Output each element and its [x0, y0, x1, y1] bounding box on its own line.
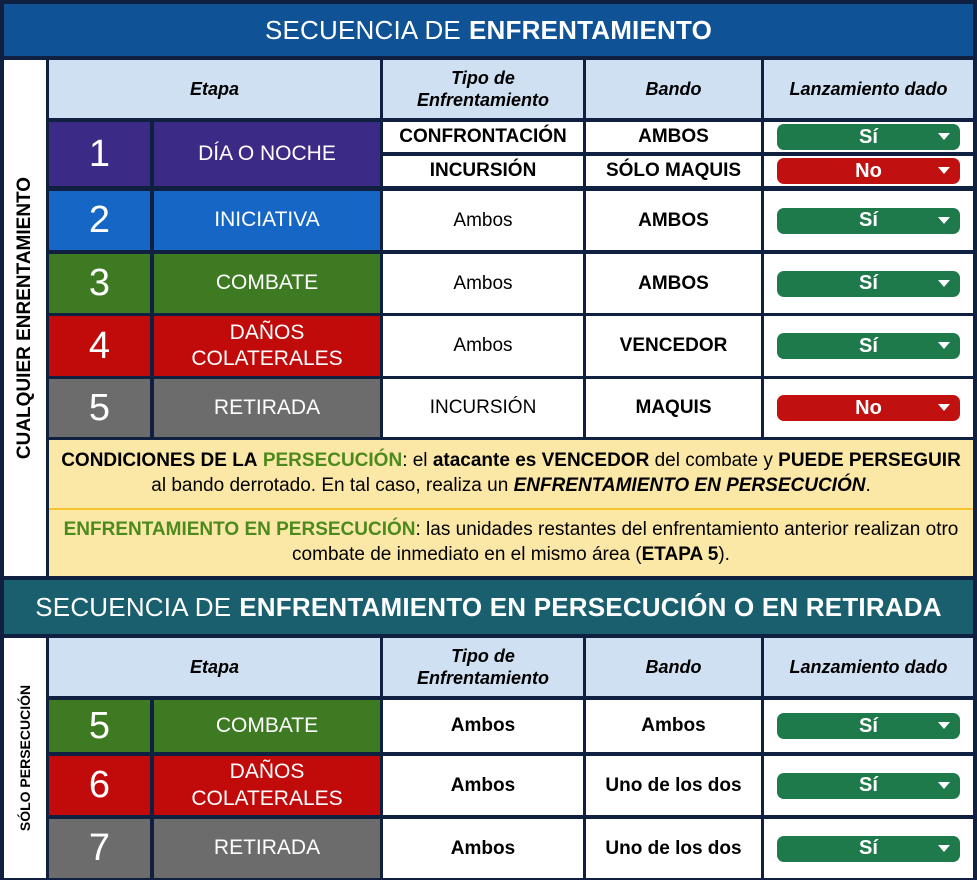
s2-header-etapa: Etapa	[49, 638, 380, 696]
s2-row3-dado-cell	[764, 819, 973, 878]
s1-header-lanzamiento: Lanzamiento dado	[764, 60, 973, 118]
note1-part-a: CONDICIONES DE LA	[61, 450, 258, 472]
dice-roll-value: No	[855, 159, 882, 182]
s1-row5-tipo: Ambos	[383, 316, 583, 376]
note2-part-c: ETAPA 5	[641, 544, 719, 565]
s1-row4-tipo: Ambos	[383, 254, 583, 313]
stage-5-number: 5	[49, 379, 150, 437]
section2-side-text: SÓLO PERSECUCIÓN	[17, 684, 33, 832]
s1-row6-bando: MAQUIS	[586, 379, 761, 437]
pursuit-stage-5-name: COMBATE	[154, 700, 380, 752]
s2-row3-bando: Uno de los dos	[586, 819, 761, 878]
chevron-down-icon	[938, 404, 950, 411]
dice-roll-select[interactable]	[777, 773, 960, 799]
section1-title	[4, 4, 973, 56]
note1-part-c: : el	[402, 450, 428, 472]
chevron-down-icon	[938, 167, 950, 174]
s1-row6-tipo: INCURSIÓN	[383, 379, 583, 437]
s2-row1-bando: Ambos	[586, 700, 761, 752]
dice-roll-select[interactable]	[777, 158, 960, 184]
note2-part-b: : las unidades restantes del enfrentamiento anterior realizan otro combate de inmediato en el mismo área (	[292, 519, 959, 565]
dice-roll-value: Sí	[859, 209, 878, 231]
s1-row2-tipo: INCURSIÓN	[383, 156, 583, 186]
stage-1-number: 1	[49, 122, 150, 186]
s1-header-etapa: Etapa	[49, 60, 380, 118]
note1-part-f: PUEDE PERSEGUIR	[778, 450, 961, 472]
pursuit-engagement-note	[49, 510, 973, 576]
dice-roll-select[interactable]	[777, 333, 960, 359]
s1-row1-dado-cell	[764, 122, 973, 152]
stage-4-name: DAÑOS COLATERALES	[154, 316, 380, 376]
chevron-down-icon	[938, 342, 950, 349]
section1-side-text: CUALQUIER ENRENTAMIENTO	[14, 176, 36, 460]
stage-2-number: 2	[49, 191, 150, 250]
s2-row2-dado-cell	[764, 756, 973, 815]
dice-roll-select[interactable]	[777, 124, 960, 150]
stage-2-name: INICIATIVA	[154, 191, 380, 250]
stage-3-number: 3	[49, 254, 150, 313]
s2-row2-bando: Uno de los dos	[586, 756, 761, 815]
section1-title-bold: ENFRENTAMIENTO	[468, 14, 713, 45]
section2-title-prefix: SECUENCIA DE	[35, 591, 232, 622]
s2-header-tipo: Tipo de Enfrentamiento	[383, 638, 583, 696]
s2-row1-tipo: Ambos	[383, 700, 583, 752]
dice-roll-select[interactable]	[777, 713, 960, 739]
pursuit-stage-5-number: 5	[49, 700, 150, 752]
s1-row1-tipo: CONFRONTACIÓN	[383, 122, 583, 152]
chevron-down-icon	[938, 845, 950, 852]
s1-row6-dado-cell	[764, 379, 973, 437]
s1-row3-bando: AMBOS	[586, 191, 761, 250]
stage-3-name: COMBATE	[154, 254, 380, 313]
note2-part-a: ENFRENTAMIENTO EN PERSECUCIÓN	[63, 519, 416, 541]
note1-part-b: PERSECUCIÓN	[262, 450, 403, 472]
pursuit-stage-6-number: 6	[49, 756, 150, 815]
s1-row2-dado-cell	[764, 156, 973, 186]
note1-part-i: .	[865, 475, 871, 496]
note1-part-h: ENFRENTAMIENTO EN PERSECUCIÓN	[513, 475, 866, 496]
s1-row5-bando: VENCEDOR	[586, 316, 761, 376]
section2-title	[4, 580, 973, 634]
chevron-down-icon	[938, 280, 950, 287]
stage-4-number: 4	[49, 316, 150, 376]
chevron-down-icon	[938, 782, 950, 789]
dice-roll-value: No	[855, 396, 882, 419]
section2-side-label	[4, 638, 46, 878]
s2-header-bando: Bando	[586, 638, 761, 696]
dice-roll-select[interactable]	[777, 208, 960, 234]
dice-roll-value: Sí	[859, 272, 878, 294]
s2-row2-tipo: Ambos	[383, 756, 583, 815]
pursuit-stage-6-name: DAÑOS COLATERALES	[154, 756, 380, 815]
note1-part-e: del combate y	[654, 450, 773, 472]
stage-5-name: RETIRADA	[154, 379, 380, 437]
s1-row5-dado-cell	[764, 316, 973, 376]
note1-part-g: al bando derrotado. En tal caso, realiza un	[151, 475, 509, 496]
s1-row4-bando: AMBOS	[586, 254, 761, 313]
chevron-down-icon	[938, 133, 950, 140]
s1-row1-bando: AMBOS	[586, 122, 761, 152]
s1-header-bando: Bando	[586, 60, 761, 118]
dice-roll-value: Sí	[859, 774, 878, 796]
pursuit-stage-7-number: 7	[49, 819, 150, 878]
dice-roll-value: Sí	[859, 837, 878, 859]
pursuit-stage-7-name: RETIRADA	[154, 819, 380, 878]
s2-row1-dado-cell	[764, 700, 973, 752]
s1-row3-tipo: Ambos	[383, 191, 583, 250]
stage-1-name: DÍA O NOCHE	[154, 122, 380, 186]
s1-header-tipo: Tipo de Enfrentamiento	[383, 60, 583, 118]
s1-row4-dado-cell	[764, 254, 973, 313]
section2-title-bold: ENFRENTAMIENTO EN PERSECUCIÓN O EN RETIRADA	[239, 591, 942, 622]
dice-roll-select[interactable]	[777, 271, 960, 297]
note1-part-d: atacante es VENCEDOR	[432, 450, 650, 472]
section1-title-prefix: SECUENCIA DE	[264, 14, 461, 45]
dice-roll-value: Sí	[859, 714, 878, 737]
s2-row3-tipo: Ambos	[383, 819, 583, 878]
s1-row2-bando: SÓLO MAQUIS	[586, 156, 761, 186]
note2-part-d: ).	[718, 544, 730, 565]
pursuit-conditions-note	[49, 440, 973, 508]
dice-roll-value: Sí	[859, 334, 878, 357]
s1-row3-dado-cell	[764, 191, 973, 250]
dice-roll-select[interactable]	[777, 395, 960, 421]
section1-side-label	[4, 60, 46, 576]
dice-roll-select[interactable]	[777, 836, 960, 862]
chevron-down-icon	[938, 722, 950, 729]
s2-header-lanzamiento: Lanzamiento dado	[764, 638, 973, 696]
dice-roll-value: Sí	[859, 125, 878, 148]
chevron-down-icon	[938, 217, 950, 224]
